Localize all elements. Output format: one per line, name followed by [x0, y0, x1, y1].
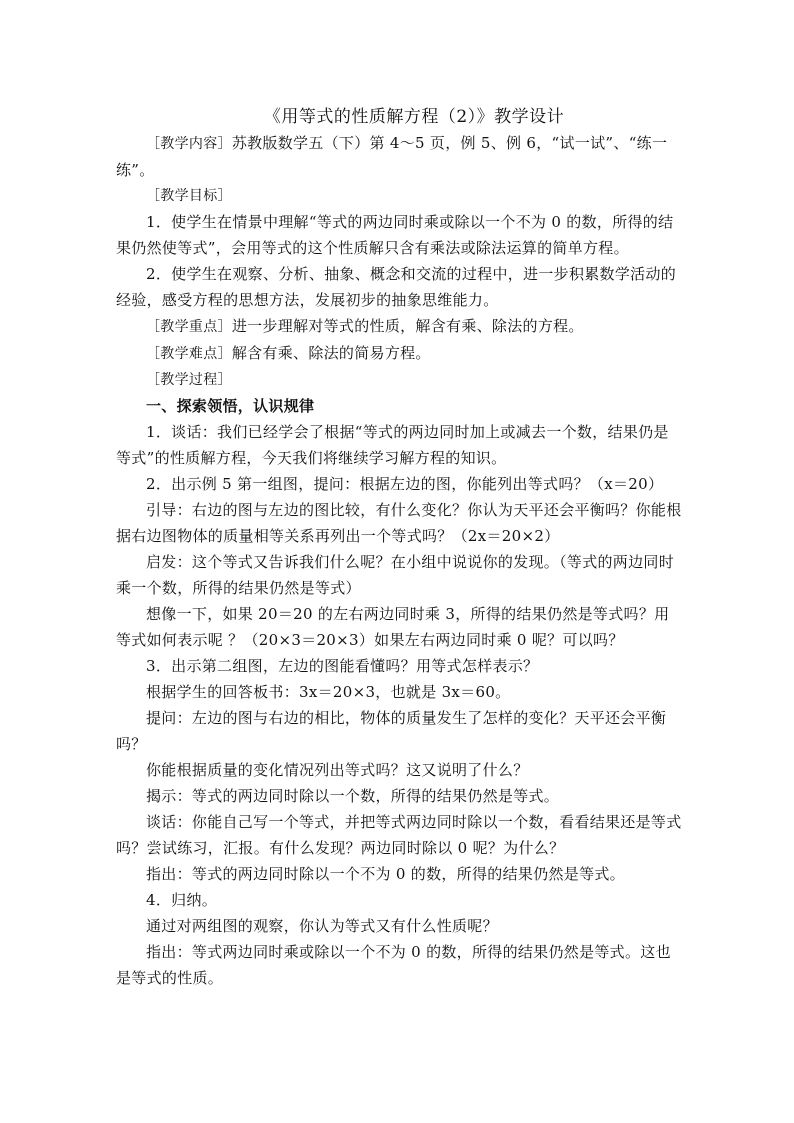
teaching-content-label: ［教学内容］: [146, 136, 232, 152]
process-paragraph: 通过对两组图的观察，你认为等式又有什么性质呢？: [146, 917, 498, 935]
key-point-label: ［教学重点］: [146, 319, 232, 335]
process-paragraph: 4．归纳。: [146, 891, 218, 909]
process-paragraph: 指出：等式两边同时乘或除以一个不为 0 的数，所得的结果仍然是等式。这也是等式的性质。: [116, 943, 671, 987]
goal-2: 2．使学生在观察、分析、抽象、概念和交流的过程中，进一步积累数学活动的经验，感受方程的思想方法，发展初步的抽象思维能力。: [116, 265, 677, 309]
section-heading: 一、探索领悟，认识规律: [146, 397, 315, 415]
process-paragraph: 你能根据质量的变化情况列出等式吗？这又说明了什么？: [146, 761, 529, 779]
process-paragraph: 引导：右边的图与左边的图比较，有什么变化？你认为天平还会平衡吗？你能根据右边图物体的质量相等关系再列出一个等式吗？（2x＝20×2）: [116, 501, 682, 545]
process-paragraph: 提问：左边的图与右边的相比，物体的质量发生了怎样的变化？天平还会平衡吗？: [116, 709, 667, 753]
process-paragraph: 启发：这个等式又告诉我们什么呢？在小组中说说你的发现。（等式的两边同时乘一个数，所得的结果仍然是等式）: [116, 553, 675, 597]
key-point-paragraph: [116, 313, 682, 340]
difficulty-paragraph: [116, 340, 682, 367]
process-paragraph: 指出：等式的两边同时除以一个不为 0 的数，所得的结果仍然是等式。: [146, 865, 625, 883]
process-paragraph: 想像一下，如果 20＝20 的左右两边同时乘 3，所得的结果仍然是等式吗？用等式如何表示呢 ？（20×3＝20×3）如果左右两边同时乘 0 呢？可以吗？: [116, 605, 670, 649]
teaching-content-text: 苏教版数学五（下）第 4～5 页，例 5、例 6，“试一试”、“练一练”。: [116, 134, 668, 179]
process-paragraph: 揭示：等式的两边同时除以一个数，所得的结果仍然是等式。: [146, 787, 560, 805]
process-paragraph: 1．谈话：我们已经学会了根据“等式的两边同时加上或减去一个数，结果仍是等式”的性质解方程，今天我们将继续学习解方程的知识。: [116, 423, 669, 467]
process-label: ［教学过程］: [146, 372, 232, 388]
process-paragraph: 3．出示第二组图，左边的图能看懂吗？用等式怎样表示？: [146, 657, 539, 675]
document-title: 《用等式的性质解方程（2）》教学设计: [263, 107, 565, 127]
process-paragraph: 2．出示例 5 第一组图，提问：根据左边的图，你能列出等式吗？（x＝20）: [146, 475, 664, 493]
teaching-content-paragraph: [116, 130, 682, 183]
process-paragraph: 谈话：你能自己写一个等式，并把等式两边同时除以一个数，看看结果还是等式吗？尝试练习，汇报。有什么发现？两边同时除以 0 呢？为什么？: [116, 813, 682, 857]
teaching-goals-label: ［教学目标］: [146, 188, 232, 204]
goal-1: 1．使学生在情景中理解“等式的两边同时乘或除以一个不为 0 的数，所得的结果仍然使等式”，会用等式的这个性质解只含有乘法或除法运算的简单方程。: [116, 213, 674, 257]
process-paragraph: 根据学生的回答板书：3x＝20×3，也就是 3x＝60。: [146, 683, 511, 701]
difficulty-text: 解含有乘、除法的简易方程。: [231, 344, 431, 362]
key-point-text: 进一步理解对等式的性质，解含有乘、除法的方程。: [231, 317, 584, 335]
difficulty-label: ［教学难点］: [146, 346, 232, 362]
document-page: [116, 104, 682, 991]
